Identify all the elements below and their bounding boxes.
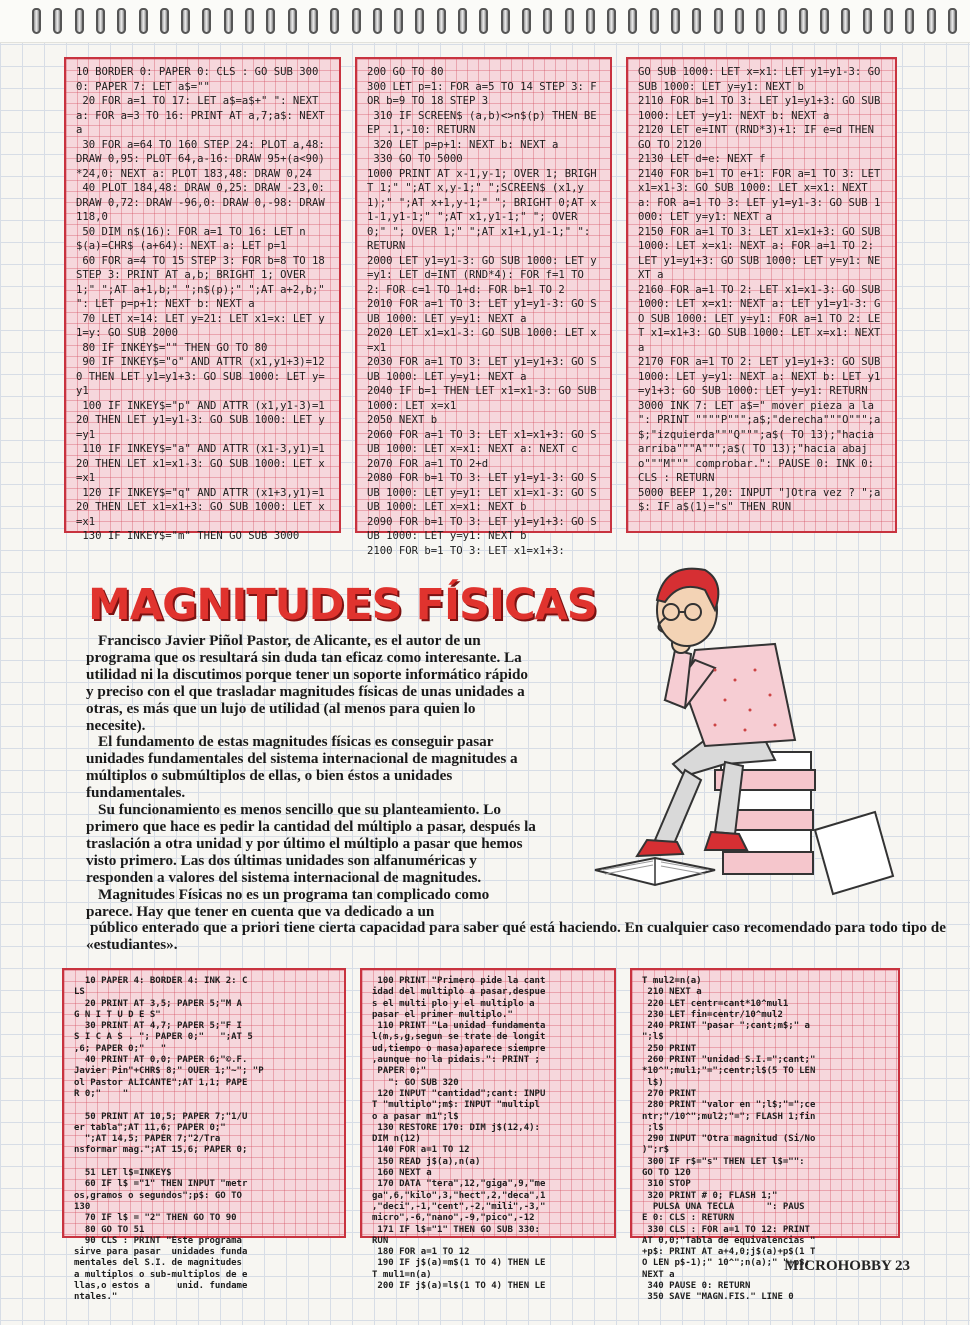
spiral-ring <box>117 8 126 34</box>
spiral-ring <box>927 8 936 34</box>
spiral-binding <box>0 0 970 43</box>
spiral-ring <box>671 8 680 34</box>
spiral-ring <box>309 8 318 34</box>
article-title: MAGNITUDES FÍSICAS <box>88 580 597 630</box>
spiral-ring <box>139 8 148 34</box>
spiral-ring <box>650 8 659 34</box>
spiral-ring <box>352 8 361 34</box>
spiral-ring <box>224 8 233 34</box>
spiral-ring <box>756 8 765 34</box>
spiral-ring <box>394 8 403 34</box>
spiral-ring <box>948 8 957 34</box>
listing-top-col1 <box>64 57 341 542</box>
spiral-ring <box>586 8 595 34</box>
listing-top-col3 <box>626 57 897 533</box>
spiral-ring <box>288 8 297 34</box>
listing-bottom-col1 <box>62 968 346 1303</box>
spiral-ring <box>543 8 552 34</box>
spiral-ring <box>692 8 701 34</box>
spiral-ring <box>266 8 275 34</box>
spiral-ring <box>479 8 488 34</box>
listing-text: 100 PRINT "Primero pide la cant idad del multiplo a pasar,despue s el multi plo y el multiplo a pasar el primer multiplo." 110 PRINT "La unidad fundamenta l(m,s,g,segun se trate de longit ud,tiempo o masa)aparece siempre ,aunque no la pidais.": PRINT ; PAPER 0;" ": GO SUB 320 120 INPUT "cantidad";cant: INPU T "multiplo";m$: INPUT "multipl o a pasar m1";l$ 130 RESTORE 170: DIM j$(12,4): DIM n(12) 140 FOR a=1 TO 12 150 READ j$(a),n(a) 160 NEXT a 170 DATA "tera",12,"giga",9,"me ga",6,"kilo",3,"hect",2,"deca",1 ,"deci",-1,"cent",-2,"mili",-3," micro",-6,"nano",-9,"pico",-12 171 IF l$="1" THEN GO SUB 330: RUN 180 FOR a=1 TO 12 190 IF j$(a)=m$(1 TO 4) THEN LE T mul1=n(a) 200 IF j$(a)=l$(1 TO 4) THEN LE <box>372 976 546 1292</box>
spiral-ring <box>841 8 850 34</box>
spiral-ring <box>458 8 467 34</box>
spiral-ring <box>32 8 41 34</box>
listing-text: GO SUB 1000: LET x=x1: LET y1=y1-3: GO SUB 1000: LET y=y1: NEXT b 2110 FOR b=1 TO 3: LET y1=y1+3: GO SUB 1000: LET y=y1: NEXT b: NEXT a 2120 LET e=INT (RND*3)+1: IF e=d THEN GO TO 2120 2130 LET d=e: NEXT f 2140 FOR b=1 TO e+1: FOR a=1 TO 3: LET x1=x1-3: GO SUB 1000: LET x=x1: NEXT a: FOR a=1 TO 3: LET y1=y1-3: GO SUB 1000: LET y=y1: NEXT a 2150 FOR a=1 TO 3: LET x1=x1+3: GO SUB 1000: LET x=x1: NEXT a: FOR a=1 TO 2: LET y1=y1+3: GO SUB 1000: LET y=y1: NEXT a 2160 FOR a=1 TO 2: LET x1=x1-3: GO SUB 1000: LET x=x1: NEXT a: LET y1=y1-3: GO SUB 1000: LET y=y1: FOR a=1 TO 2: LET x1=x1+3: GO SUB 1000: LET x=x1: NEXT a 2170 FOR a=1 TO 2: LET y1=y1+3: GO SUB 1000: LET y=y1: NEXT a: NEXT b: LET y1=y1+3: GO SUB 1000: LET y=y1: RETURN 3000 INK 7: LET a$=" mover pieza a la ": PRINT """"P""";a$;"derecha"""O""";a$;"izquierda"""Q""";a$( TO 13);"hacia arriba"""A""";a$( TO 13);"hacia abajo"""M""" comprobar.": PAUSE 0: INK 0: CLS : RETURN 5000 BEEP 1,20: INPUT "]Otra vez ? ";a$: IF a$(1)="s" THEN RUN <box>638 66 881 513</box>
article-paragraph: El fundamento de estas magnitudes físicas es conseguir pasar unidades fundamentales del sistema internacional de magnitudes a múltiplos o submúltiplos de ellas, o bien éstos a unidades fundamentales. <box>86 733 518 802</box>
article-paragraph: Francisco Javier Piñol Pastor, de Alicante, es el autor de un programa que os resultará sin duda tan eficaz como interesante. La utilidad ni la discutimos porque tener un soporte informático rápido y preciso con el que trasladar magnitudes físicas de unas unidades a otras, es más que un lujo de utilidad (al menos para quien lo necesite). <box>86 632 529 734</box>
spiral-ring <box>735 8 744 34</box>
listing-text: 200 GO TO 80 300 LET p=1: FOR a=5 TO 14 STEP 3: FOR b=9 TO 18 STEP 3 310 IF SCREEN$ (a,b)<>n$(p) THEN BEEP .1,-10: RETURN 320 LET p=p+1: NEXT b: NEXT a 330 GO TO 5000 1000 PRINT AT x-1,y-1; OVER 1; BRIGHT 1;" ";AT x,y-1;" ";SCREEN$ (x1,y1);" ";AT x+1,y-1;" "; BRIGHT 0;AT x1-1,y1-1;" ";AT x1,y1-1;" "; OVER 0;" "; OVER 1;" ";AT x1+1,y1-1;" ": RETURN 2000 LET y1=y1-3: GO SUB 1000: LET y=y1: LET d=INT (RND*4): FOR f=1 TO 2: FOR c=1 TO 1+d: FOR b=1 TO 2 2010 FOR a=1 TO 3: LET y1=y1-3: GO SUB 1000: LET y=y1: NEXT a 2020 LET x1=x1-3: GO SUB 1000: LET x=x1 2030 FOR a=1 TO 3: LET y1=y1+3: GO SUB 1000: LET y=y1: NEXT a 2040 IF b=1 THEN LET x1=x1-3: GO SUB 1000: LET x=x1 2050 NEXT b 2060 FOR a=1 TO 3: LET x1=x1+3: GO SUB 1000: LET x=x1: NEXT a: NEXT c 2070 FOR a=1 TO 2+d 2080 FOR b=1 TO 3: LET y1=y1-3: GO SUB 1000: LET y=y1: LET x1=x1-3: GO SUB 1000: LET x=x1: NEXT b 2090 FOR b=1 TO 3: LET y1=y1+3: GO SUB 1000: LET y=y1: NEXT b 2100 FOR b=1 TO 3: LET x1=x1+3: <box>367 66 597 557</box>
article-body <box>86 633 946 954</box>
spiral-ring <box>330 8 339 34</box>
article-paragraph: público enterado que a priori tiene cierta capacidad para saber qué está haciendo. En cualquier caso recomendado para todo tipo de «estudiantes». <box>86 919 946 954</box>
listing-text: 10 BORDER 0: PAPER 0: CLS : GO SUB 3000: PAPER 7: LET a$="" 20 FOR a=1 TO 17: LET a$=a$+" ": NEXT a: FOR a=3 TO 16: PRINT AT a,7;a$: NEXT a 30 FOR a=64 TO 160 STEP 24: PLOT a,48: DRAW 0,95: PLOT 64,a-16: DRAW 95+(a<90)*24,0: NEXT a: PLOT 183,48: DRAW 0,24 40 PLOT 184,48: DRAW 0,25: DRAW -23,0: DRAW 0,72: DRAW -96,0: DRAW 0,-98: DRAW 118,0 50 DIM n$(16): FOR a=1 TO 16: LET n$(a)=CHR$ (a+64): NEXT a: LET p=1 60 FOR a=4 TO 15 STEP 3: FOR b=8 TO 18 STEP 3: PRINT AT a,b; BRIGHT 1; OVER 1;" ";AT a+1,b;" ";n$(p);" ";AT a+2,b;" ": LET p=p+1: NEXT b: NEXT a 70 LET x=14: LET y=21: LET x1=x: LET y1=y: GO SUB 2000 80 IF INKEY$="" THEN GO TO 80 90 IF INKEY$="o" AND ATTR (x1,y1+3)=120 THEN LET y1=y1+3: GO SUB 1000: LET y=y1 100 IF INKEY$="p" AND ATTR (x1,y1-3)=120 THEN LET y1=y1-3: GO SUB 1000: LET y=y1 110 IF INKEY$="a" AND ATTR (x1-3,y1)=120 THEN LET x1=x1-3: GO SUB 1000: LET x=x1 120 IF INKEY$="q" AND ATTR (x1+3,y1)=120 THEN LET x1=x1+3: GO SUB 1000: LET x=x1 130 IF INKEY$="m" THEN GO SUB 3000 <box>76 66 325 542</box>
spiral-ring <box>565 8 574 34</box>
spiral-ring <box>628 8 637 34</box>
spiral-ring <box>160 8 169 34</box>
listing-top-col2 <box>355 57 612 557</box>
spiral-ring <box>75 8 84 34</box>
spiral-ring <box>905 8 914 34</box>
magazine-name: MICROHOBBY <box>784 1258 892 1274</box>
spiral-ring <box>863 8 872 34</box>
spiral-ring <box>96 8 105 34</box>
listing-bottom-col2 <box>360 968 616 1292</box>
listing-text: 10 PAPER 4: BORDER 4: INK 2: C LS 20 PRINT AT 3,5; PAPER 5;"M A G N I T U D E S" 30 PRINT AT 4,7; PAPER 5;"F I S I C A S . "; PAPER 0;" ";AT 5 ,6; PAPER 0;" " 40 PRINT AT 0,0; PAPER 6;"©.F. Javier Pin"+CHR$ 8;" OUER 1;"~"; "P ol Pastor ALICANTE";AT 1,1; PAPE R 0;" " 50 PRINT AT 10,5; PAPER 7;"1/U er tabla";AT 11,6; PAPER 0;" ";AT 14,5; PAPER 7;"2/Tra nsformar mag.";AT 15,6; PAPER 0; 51 LET l$=INKEY$ 60 IF l$ ="1" THEN INPUT "metr os,gramos o segundos";p$: GO TO 130 70 IF l$ = "2" THEN GO TO 90 80 GO TO 51 90 CLS : PRINT "Este programa sirve para pasar unidades funda mentales del S.I. de magnitudes a multiplos o sub-multiplos de e llas,o estos a unid. fundame ntales." <box>74 976 264 1303</box>
spiral-ring <box>522 8 531 34</box>
spiral-ring <box>714 8 723 34</box>
spiral-ring <box>245 8 254 34</box>
spiral-ring <box>437 8 446 34</box>
article-paragraph: Magnitudes Físicas no es un programa tan complicado como parece. Hay que tener en cuenta que va dedicado a un <box>86 885 490 920</box>
page-number: 23 <box>895 1258 910 1274</box>
spiral-ring <box>373 8 382 34</box>
spiral-ring <box>501 8 510 34</box>
page-footer <box>784 1258 910 1275</box>
article-paragraph: Su funcionamiento es menos sencillo que su planteamiento. Lo primero que hace es pedir la cantidad del múltiplo a pasar, después la traslación a otra unidad y por último el múltiplo a pasar que hemos visto primero. Las dos últimas unidades son alfanuméricas y responden a valores del sistema internacional de magnitudes. <box>86 801 536 886</box>
spiral-ring <box>53 8 62 34</box>
spiral-ring <box>607 8 616 34</box>
spiral-ring <box>202 8 211 34</box>
spiral-ring <box>820 8 829 34</box>
spiral-ring <box>778 8 787 34</box>
spiral-ring <box>799 8 808 34</box>
spiral-ring <box>181 8 190 34</box>
listing-text: T mul2=n(a) 210 NEXT a 220 LET centr=cant*10^mul1 230 LET fin=centr/10^mul2 240 PRINT "pasar ";cant;m$;" a ";l$ 250 PRINT 260 PRINT "unidad S.I.=";cant;" *10^";mul1;"=";centr;l$(5 TO LEN l$) 270 PRINT 280 PRINT "valor en ";l$;"=";ce ntr;"/10^";mul2;"="; FLASH 1;fin ;l$ 290 INPUT "Otra magnitud (Si/No )";r$ 300 IF r$="s" THEN LET l$="": GO TO 120 310 STOP 320 PRINT # 0; FLASH 1;" PULSA UNA TECLA ": PAUS E 0: CLS : RETURN 330 CLS : FOR a=1 TO 12: PRINT AT 0,0;"Tabla de equivalencias " +p$: PRINT AT a+4,0;j$(a)+p$(1 T O LEN p$-1);" 10^";n(a);" "+p$: NEXT a 340 PAUSE 0: RETURN 350 SAVE "MAGN.FIS." LINE 0 <box>642 976 816 1303</box>
spiral-ring <box>415 8 424 34</box>
spiral-ring <box>884 8 893 34</box>
